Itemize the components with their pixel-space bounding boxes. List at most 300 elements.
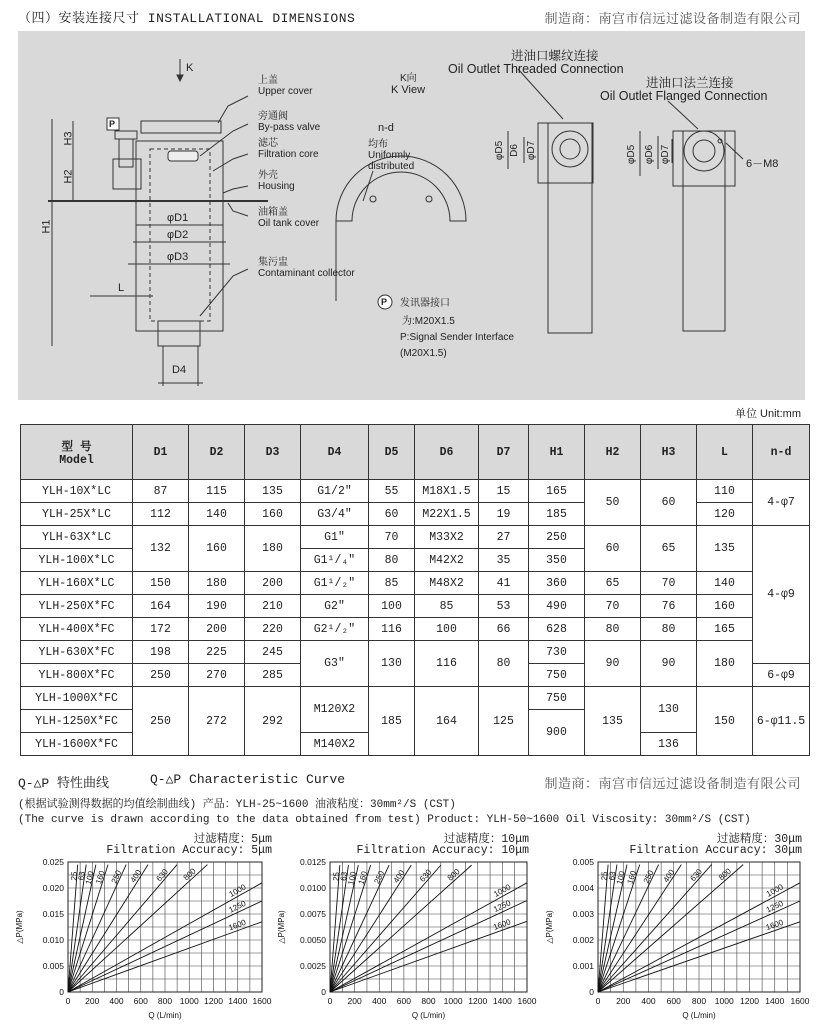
cell: 160 [245, 503, 301, 526]
h1-label: H1 [40, 219, 53, 234]
cell-model: YLH-1600X*FC [21, 733, 133, 756]
core-en: Filtration core [258, 149, 319, 160]
x-tick-label: 1200 [740, 996, 759, 1006]
cell: 180 [189, 572, 245, 595]
chart-10um [272, 832, 537, 1024]
header-cell: D5 [369, 425, 415, 480]
cell: 225 [189, 641, 245, 664]
cell: 115 [189, 480, 245, 503]
cell: 60 [369, 503, 415, 526]
cell: 65 [641, 526, 697, 572]
x-tick-label: 1600 [517, 996, 537, 1006]
y-tick-label: 0.0075 [300, 909, 326, 919]
header-cell: D1 [133, 425, 189, 480]
cell: 270 [189, 664, 245, 687]
cell: G1¹/₄" [301, 549, 369, 572]
threaded-port-outer [552, 131, 588, 167]
core-cn: 滤芯 [258, 138, 278, 149]
flanged-port-inner [693, 140, 715, 162]
series-label: 63 [76, 870, 87, 881]
x-tick-label: 0 [595, 996, 601, 1006]
x-tick-label: 200 [347, 996, 362, 1006]
cell: 245 [245, 641, 301, 664]
cell: 76 [641, 595, 697, 618]
cell: G2" [301, 595, 369, 618]
collector-leader [200, 269, 248, 316]
cell: 80 [369, 549, 415, 572]
header-model-cn: 型 号 [61, 440, 92, 454]
series-label: 1000 [492, 882, 513, 899]
cell: 292 [245, 687, 301, 756]
cell: 35 [479, 549, 529, 572]
cell: 220 [245, 618, 301, 641]
series-label: 25 [331, 871, 342, 882]
series-label: 1000 [764, 882, 785, 899]
y-tick-label: 0.0100 [300, 883, 326, 893]
m8-label: 6－M8 [746, 158, 779, 170]
k-arrow-label: K [186, 62, 194, 74]
flanged-cn: 进油口法兰连接 [646, 76, 734, 90]
series-label: 160 [356, 870, 370, 886]
section-title: （四）安装连接尺寸 INSTALLATIONAL DIMENSIONS [18, 11, 356, 26]
series-label: 25 [69, 871, 79, 881]
x-tick-label: 200 [85, 996, 100, 1006]
x-tick-label: 1000 [179, 996, 199, 1006]
curve-title-cn: Q-△P 特性曲线 [18, 776, 110, 791]
uniform-cn: 均布 [368, 139, 388, 150]
cell: 165 [529, 480, 585, 503]
inlet-port [113, 159, 141, 189]
cell: 15 [479, 480, 529, 503]
series-label: 400 [391, 868, 407, 885]
threaded-body [548, 123, 592, 333]
cell-model: YLH-1000X*FC [21, 687, 133, 710]
tank-cn: 油箱盖 [258, 207, 288, 218]
installation-drawing [18, 31, 805, 400]
cell: 85 [369, 572, 415, 595]
cell: 80 [479, 641, 529, 687]
x-tick-label: 600 [133, 996, 148, 1006]
cell: G1" [301, 526, 369, 549]
chart-30um-title-en: Filtration Accuracy: 30μm [629, 844, 802, 857]
p-box-label: P [109, 119, 116, 129]
y-axis-label: △P(MPa) [545, 910, 554, 944]
cell: 55 [369, 480, 415, 503]
y-tick-label: 0.002 [572, 935, 594, 945]
cell: 70 [585, 595, 641, 618]
chart-30um-title-cn: 过滤精度：30μm [716, 833, 802, 846]
header-cell: H2 [585, 425, 641, 480]
cell: 135 [585, 687, 641, 756]
h3-label: H3 [62, 131, 75, 146]
x-tick-label: 800 [157, 996, 173, 1006]
k-arrow-head [177, 75, 183, 81]
series-label: 250 [372, 869, 387, 886]
series-label: 1250 [492, 898, 513, 915]
manufacturer-top: 制造商：南宫市信远过滤设备制造有限公司 [544, 11, 801, 26]
cell-model: YLH-800X*FC [21, 664, 133, 687]
chart-10um-title-en: Filtration Accuracy: 10μm [356, 844, 529, 857]
manufacturer-bottom: 制造商：南宫市信远过滤设备制造有限公司 [544, 776, 801, 791]
flanged-body [683, 131, 725, 331]
cell: 164 [133, 595, 189, 618]
series-label: 1250 [764, 898, 785, 915]
y-tick-label: 0.0050 [300, 935, 326, 945]
d4-label: D4 [172, 364, 187, 376]
series-label: 1600 [764, 917, 785, 933]
cell: 100 [415, 618, 479, 641]
series-label: 63 [607, 870, 618, 881]
y-tick-label: 0 [321, 987, 326, 997]
x-tick-label: 400 [641, 996, 656, 1006]
x-tick-label: 1000 [714, 996, 734, 1006]
curve-note-cn: (根据试验测得数据的均值绘制曲线) 产品：YLH-25~1600 油液粘度：30mm²/S (CST) [18, 799, 456, 811]
cell: 6-φ11.5 [753, 687, 810, 756]
d1-label: φD1 [167, 212, 189, 224]
chart-5um-title-en: Filtration Accuracy: 5μm [106, 844, 272, 857]
x-tick-label: 1200 [468, 996, 488, 1006]
upper-cover-shape [141, 121, 221, 133]
series-label: 800 [181, 866, 198, 883]
cell: 165 [697, 618, 753, 641]
cell: 140 [697, 572, 753, 595]
core-leader [213, 154, 248, 171]
cell-model: YLH-10X*LC [21, 480, 133, 503]
y-tick-label: 0.001 [572, 961, 594, 971]
bypass-leader [200, 124, 248, 156]
collector-shape [158, 321, 200, 346]
x-tick-label: 800 [691, 996, 707, 1006]
cell: 70 [369, 526, 415, 549]
flanged-en: Oil Outlet Flanged Connection [600, 89, 768, 103]
cell: 85 [415, 595, 479, 618]
d5-label: φD5 [494, 140, 506, 161]
cell: 140 [189, 503, 245, 526]
chart-30um-svg [540, 832, 810, 1024]
cell: 250 [133, 664, 189, 687]
cell: 130 [641, 687, 697, 733]
y-axis-label: △P(MPa) [277, 910, 286, 944]
d7-label: φD7 [526, 140, 538, 161]
cell: 90 [585, 641, 641, 687]
header-cell: D3 [245, 425, 301, 480]
bypass-body [119, 139, 133, 167]
cell: M33X2 [415, 526, 479, 549]
sender-size-cn: 为:M20X1.5 [402, 316, 455, 327]
unit-label: 单位 Unit:mm [735, 408, 801, 420]
cell: 628 [529, 618, 585, 641]
sender-en: P:Signal Sender Interface [400, 332, 514, 343]
cell: 110 [697, 480, 753, 503]
series-label: 400 [128, 868, 144, 885]
nd-label: n-d [378, 122, 394, 134]
series-label: 160 [94, 869, 107, 886]
cell: 210 [245, 595, 301, 618]
cell: G3/4" [301, 503, 369, 526]
d3-label: φD3 [167, 251, 189, 263]
series-label: 63 [338, 871, 349, 882]
cell: 120 [697, 503, 753, 526]
cell: G1/2" [301, 480, 369, 503]
bypass-cn: 旁通阀 [258, 111, 288, 122]
series-label: 100 [614, 870, 627, 886]
cell: G3" [301, 641, 369, 687]
table-row [21, 480, 810, 503]
cell: 200 [189, 618, 245, 641]
bypass-en: By-pass valve [258, 122, 321, 133]
flanged-port-outer [684, 131, 724, 171]
housing-cn: 外壳 [258, 170, 278, 181]
x-axis-label: Q (L/min) [411, 1011, 446, 1020]
cell: 250 [529, 526, 585, 549]
curve-note-en: (The curve is drawn according to the data obtained from test) Product: YLH-50~1600 Oil Viscosity: 30mm²/S (CST) [18, 814, 751, 826]
header-model-en: Model [59, 453, 94, 467]
valve-disc [168, 151, 198, 161]
flanged-head [673, 131, 735, 186]
cell: 100 [369, 595, 415, 618]
cell: 90 [641, 641, 697, 687]
cell: 80 [641, 618, 697, 641]
y-tick-label: 0.005 [572, 857, 594, 867]
x-tick-label: 0 [327, 996, 333, 1006]
cell: 70 [641, 572, 697, 595]
flanged-leader [668, 101, 698, 129]
cell: M18X1.5 [415, 480, 479, 503]
dimension-table [20, 424, 810, 756]
cell: 19 [479, 503, 529, 526]
y-tick-label: 0.015 [42, 909, 64, 919]
collector-cn: 集污盅 [258, 257, 288, 268]
cell: 285 [245, 664, 301, 687]
k-view-cn: K向 [400, 73, 417, 84]
series-label: 1600 [492, 917, 512, 932]
y-tick-label: 0.0125 [300, 857, 326, 867]
cell: 200 [245, 572, 301, 595]
y-tick-label: 0.025 [42, 857, 64, 867]
threaded-leader [518, 69, 563, 119]
cell: 190 [189, 595, 245, 618]
y-axis-label: △P(MPa) [15, 910, 24, 944]
cell: 50 [585, 480, 641, 526]
chart-5um-svg [10, 832, 272, 1024]
header-cell: D6 [415, 425, 479, 480]
chart-10um-svg [272, 832, 537, 1024]
header-cell: n-d [753, 425, 810, 480]
x-tick-label: 1400 [492, 996, 512, 1006]
y-tick-label: 0.005 [42, 961, 64, 971]
series-label: 630 [154, 867, 170, 884]
header-cell: D4 [301, 425, 369, 480]
cell-model: YLH-400X*FC [21, 618, 133, 641]
series-label: 400 [661, 867, 677, 885]
x-tick-label: 600 [666, 996, 681, 1006]
series-label: 630 [688, 867, 705, 884]
cell: 150 [697, 687, 753, 756]
cell: 66 [479, 618, 529, 641]
cell: 4-φ7 [753, 480, 810, 526]
uniform-en2: distributed [368, 161, 415, 172]
table-row [21, 618, 810, 641]
cell: 490 [529, 595, 585, 618]
cell: 53 [479, 595, 529, 618]
uniform-en1: Uniformly [368, 150, 411, 161]
table-row [21, 526, 810, 549]
table-row [21, 641, 810, 664]
series-label: 25 [599, 871, 610, 881]
x-tick-label: 1400 [765, 996, 785, 1006]
x-tick-label: 1200 [204, 996, 223, 1006]
l-label: L [118, 282, 125, 294]
cell: M42X2 [415, 549, 479, 572]
d7b-label: φD7 [660, 144, 672, 165]
header-cell: L [697, 425, 753, 480]
series-label: 800 [445, 867, 462, 883]
curve-title-en: Q-△P Characteristic Curve [150, 772, 346, 787]
cell: 135 [697, 526, 753, 572]
cell: 160 [189, 526, 245, 572]
header-model [21, 425, 133, 480]
cell: M48X2 [415, 572, 479, 595]
x-tick-label: 1000 [443, 996, 463, 1006]
cell: 27 [479, 526, 529, 549]
cell: 135 [245, 480, 301, 503]
cell: 116 [415, 641, 479, 687]
bypass-cap [115, 131, 137, 139]
cell-model: YLH-100X*LC [21, 549, 133, 572]
cell-model: YLH-160X*LC [21, 572, 133, 595]
cell: 150 [133, 572, 189, 595]
d6b-label: φD6 [644, 144, 656, 165]
d5b-label: φD5 [626, 144, 638, 165]
x-axis-label: Q (L/min) [682, 1011, 716, 1020]
d6-label: D6 [508, 144, 520, 157]
cell: 900 [529, 710, 585, 756]
header-cell: D7 [479, 425, 529, 480]
header-cell: H3 [641, 425, 697, 480]
series-label: 1250 [227, 898, 248, 915]
cell: 80 [585, 618, 641, 641]
tank-en: Oil tank cover [258, 218, 320, 229]
cell: 750 [529, 664, 585, 687]
k-view-hole-left [370, 196, 376, 202]
cell: 87 [133, 480, 189, 503]
cell: 730 [529, 641, 585, 664]
chart-10um-title-cn: 过滤精度：10μm [443, 833, 529, 846]
table-row [21, 595, 810, 618]
cell: 272 [189, 687, 245, 756]
cell: G2¹/₂" [301, 618, 369, 641]
cell: 60 [585, 526, 641, 572]
x-tick-label: 1600 [790, 996, 810, 1006]
x-tick-label: 1600 [252, 996, 272, 1006]
cell: 172 [133, 618, 189, 641]
sender-size-en: (M20X1.5) [400, 348, 447, 359]
y-tick-label: 0.020 [42, 883, 64, 893]
cell: 250 [133, 687, 189, 756]
series-label: 250 [109, 868, 124, 885]
tank-leader [228, 203, 248, 216]
cell: 116 [369, 618, 415, 641]
cell: 125 [479, 687, 529, 756]
x-tick-label: 0 [65, 996, 71, 1006]
series-line [598, 865, 608, 992]
cell: M22X1.5 [415, 503, 479, 526]
series-label: 1000 [227, 882, 248, 900]
series-label: 800 [716, 866, 733, 883]
cell: 60 [641, 480, 697, 526]
table-header-row [21, 425, 810, 480]
cell: 41 [479, 572, 529, 595]
cell-model: YLH-250X*FC [21, 595, 133, 618]
cell: 112 [133, 503, 189, 526]
cell: 360 [529, 572, 585, 595]
housing-leader [223, 186, 248, 193]
y-tick-label: 0.004 [572, 883, 594, 893]
cell-model: YLH-1250X*FC [21, 710, 133, 733]
table-row [21, 687, 810, 710]
cell-model: YLH-25X*LC [21, 503, 133, 526]
upper-cover-en: Upper cover [258, 86, 313, 97]
series-label: 630 [417, 867, 434, 884]
cell-model: YLH-630X*FC [21, 641, 133, 664]
header-cell: H1 [529, 425, 585, 480]
x-tick-label: 1400 [228, 996, 248, 1006]
x-axis-label: Q (L/min) [148, 1011, 182, 1020]
threaded-en: Oil Outlet Threaded Connection [448, 62, 624, 76]
x-tick-label: 400 [109, 996, 124, 1006]
sender-cn: 发讯器接口 [400, 298, 450, 309]
cell: 750 [529, 687, 585, 710]
header-cell: D2 [189, 425, 245, 480]
x-tick-label: 600 [396, 996, 411, 1006]
cell: 132 [133, 526, 189, 572]
cell: 198 [133, 641, 189, 664]
d2-label: φD2 [167, 229, 189, 241]
threaded-port-inner [560, 139, 580, 159]
x-tick-label: 800 [421, 996, 436, 1006]
cell: 164 [415, 687, 479, 756]
cell: 160 [697, 595, 753, 618]
series-label: 250 [641, 868, 656, 885]
y-tick-label: 0 [589, 987, 594, 997]
cell-model: YLH-63X*LC [21, 526, 133, 549]
table-row [21, 572, 810, 595]
series-label: 100 [83, 870, 96, 886]
y-tick-label: 0 [59, 987, 64, 997]
cell: 180 [245, 526, 301, 572]
collector-en: Contaminant collector [258, 268, 355, 279]
cell: 136 [641, 733, 697, 756]
chart-5um-title-cn: 过滤精度：5μm [193, 833, 272, 846]
series-label: 160 [625, 869, 639, 886]
y-tick-label: 0.0025 [300, 961, 326, 971]
cell: 4-φ9 [753, 526, 810, 664]
k-view-en: K View [391, 84, 426, 96]
housing-en: Housing [258, 181, 295, 192]
cell: G1¹/₂" [301, 572, 369, 595]
cell: 6-φ9 [753, 664, 810, 687]
x-tick-label: 200 [616, 996, 631, 1006]
cell: 130 [369, 641, 415, 687]
upper-cover-cn: 上盖 [258, 75, 278, 86]
k-view-hole-right [426, 196, 432, 202]
cell: 185 [529, 503, 585, 526]
cell: M120X2 [301, 687, 369, 733]
chart-30um [540, 832, 810, 1024]
cell: 350 [529, 549, 585, 572]
y-tick-label: 0.010 [42, 935, 64, 945]
p-circle-label: P [381, 297, 388, 307]
